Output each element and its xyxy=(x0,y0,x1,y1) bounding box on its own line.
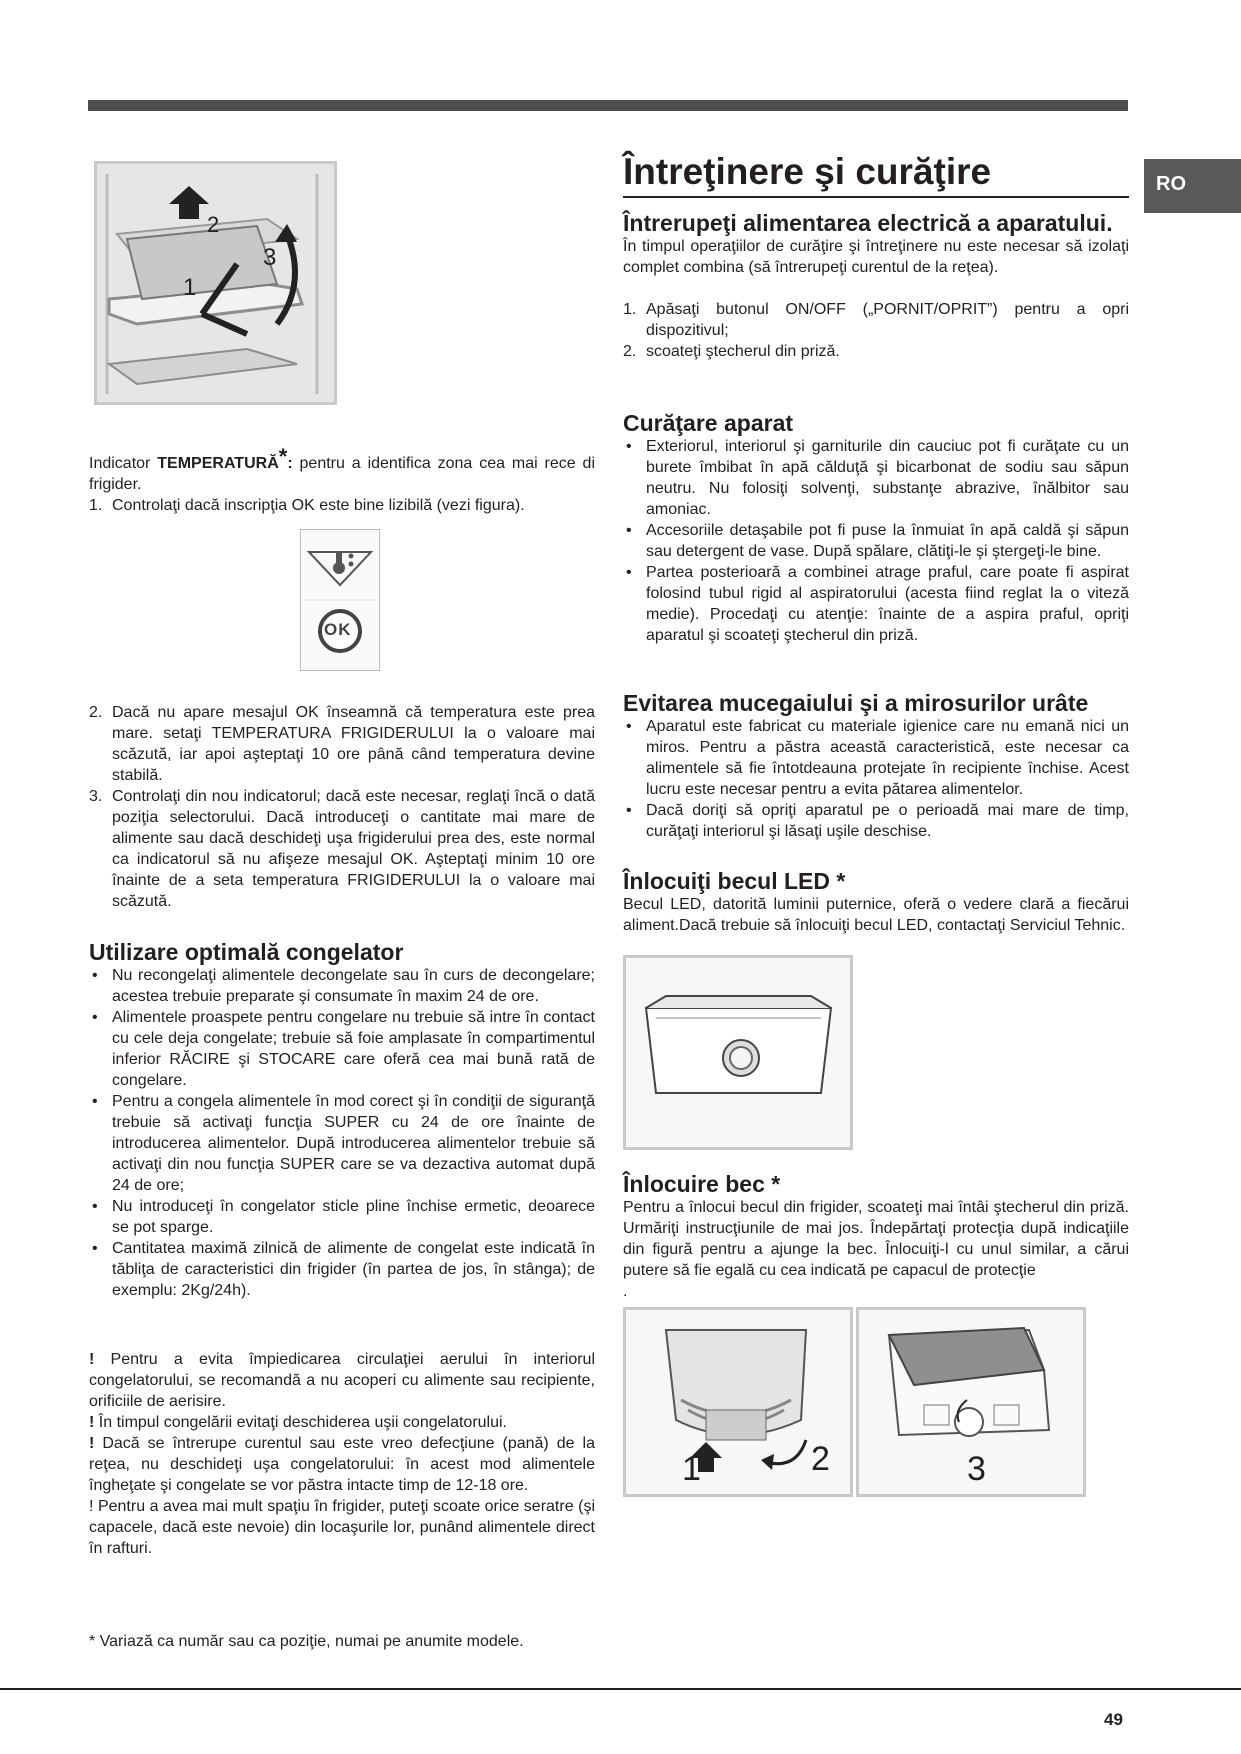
cleaning-title: Curăţare aparat xyxy=(623,410,794,436)
bulb-label-3: 3 xyxy=(967,1450,986,1488)
freezer-bullet: • Nu introduceţi în congelator sticle pline închise ermetic, deoarece se pot sparge. xyxy=(89,1196,595,1238)
fig1-label-1: 1 xyxy=(183,274,197,301)
note-airflow: ! Pentru a evita împiedicarea circulaţiei aerului în interiorul congelatorului, se recomandă a nu acoperi cu alimente sau recipiente, orificiile de aerisire. xyxy=(89,1351,595,1410)
mould-section xyxy=(623,691,1129,842)
fig1-label-2: 2 xyxy=(207,212,220,237)
freezer-bullet: • Alimentele proaspete pentru congelare nu trebuie să intre în contact cu cele deja congelate; trebuie să foie amplasate în compartimentul inferior RĂCIRE şi STOCARE care oferă cea mai bună rată de congelare. xyxy=(89,1007,595,1091)
led-lamp-illustration xyxy=(626,958,850,1147)
language-tab: RO xyxy=(1144,159,1241,213)
led-text: Becul LED, datorită luminii puternice, oferă o vedere clară a fiecărui aliment.Dacă trebuie să înlocuiţi becul LED, contactaţi Serviciul Tehnic. xyxy=(623,896,1129,934)
freezer-section xyxy=(89,940,595,1301)
mould-title: Evitarea mucegaiului şi a mirosurilor urâte xyxy=(623,690,1089,716)
bulb-label-1: 1 xyxy=(682,1450,701,1488)
fig1-label-3: 3 xyxy=(263,244,277,271)
indicator-step-2: 2. Dacă nu apare mesajul OK înseamnă că temperatura este prea mare. setaţi TEMPERATURA FRIGIDERULUI la o valoare mai scăzută, iar apoi aşteptaţi 10 ore până când temperatura devine stabilă. xyxy=(89,704,595,784)
power-off-section xyxy=(623,211,1129,362)
freezer-notes xyxy=(89,1349,595,1559)
note-door: ! În timpul congelării evitaţi deschiderea uşii congelatorului. xyxy=(89,1414,507,1431)
freezer-title: Utilizare optimală congelator xyxy=(89,939,404,965)
led-title: Înlocuiţi becul LED * xyxy=(623,868,846,894)
top-bar xyxy=(88,100,1128,111)
bottom-rule xyxy=(0,1688,1241,1690)
bulb-label-2: 2 xyxy=(811,1440,830,1478)
mould-bullet: • Aparatul este fabricat cu materiale igienice care nu emană nici un miros. Pentru a păstra această caracteristică, este necesar ca alimentele să fie întotdeauna protejate în recipiente închise. Acest lucru este necesar pentru a evita pătarea alimentelor. xyxy=(623,716,1129,800)
bulb-text-end: . xyxy=(623,1283,628,1300)
power-off-step-2: 2. scoateţi ştecherul din priză. xyxy=(623,343,840,360)
bulb-figure-2 xyxy=(856,1307,1086,1497)
led-figure xyxy=(623,955,853,1150)
thermometer-icon xyxy=(301,530,379,670)
note-power-failure: ! Dacă se întrerupe curentul sau este vreo defecţiune (pană) de la reţea, nu deschideţi uşa congelatorului: în acest mod alimentele îngheţate şi congelate se vor păstra intacte timp de 12-18 ore. xyxy=(89,1435,595,1494)
freezer-bullet: • Cantitatea maximă zilnică de alimente de congelat este indicată în tăbliţa de caracteristici din frigider (în partea de jos, în stânga); de exemplu: 2Kg/24h). xyxy=(89,1238,595,1301)
power-off-text: În timpul operaţiilor de curăţire şi întreţinere nu este necesar să izolaţi complet combina (să întrerupeţi curentul de la reţea). xyxy=(623,238,1129,276)
cleaning-bullet: • Accesoriile detaşabile pot fi puse la înmuiat în apă caldă şi săpun sau detergent de vase. După spălare, clătiţi-le şi ştergeţi-le bine. xyxy=(623,520,1129,562)
cleaning-bullet: • Exteriorul, interiorul şi garniturile din cauciuc pot fi curăţate cu un burete îmbibat în apă călduţă şi bicarbonat de sodiu sau săpun neutru. Nu folosiţi solvenţi, substanţe abrazive, înălbitor sau amoniac. xyxy=(623,436,1129,520)
bulb-figure-1 xyxy=(623,1307,853,1497)
freezer-bullet: • Pentru a congela alimentele în mod corect şi în condiţii de siguranţă trebuie să activaţi funcţia SUPER cu 24 de ore înainte de introducerea alimentelor. După introducerea alimentelor trebuie să activaţi din nou funcţia SUPER care se va dezactiva automat după 24 de ore; xyxy=(89,1091,595,1196)
title-underline xyxy=(623,196,1129,198)
cleaning-bullet: • Partea posterioară a combinei atrage praful, care poate fi aspirat folosind tubul rigid al aspiratorului (acesta fiind reglat la o viteză medie). Procedaţi cu atenţie: înainte de a aspira praful, opriţi aparatul şi scoateţi ştecherul din priză. xyxy=(623,562,1129,646)
ok-indicator-figure xyxy=(300,529,380,671)
indicator-paragraph: Indicator TEMPERATURĂ*: pentru a identifica zona cea mai rece di frigider. xyxy=(89,444,596,493)
page-number: 49 xyxy=(1104,1710,1123,1729)
mould-bullet: • Dacă doriţi să opriţi aparatul pe o perioadă mai mare de timp, curăţaţi interiorul şi lăsaţi uşile deschise. xyxy=(623,800,1129,842)
led-section xyxy=(623,869,1129,936)
freezer-bullet: • Nu recongelaţi alimentele decongelate sau în curs de decongelare; acestea trebuie preparate şi consumate în maxim 24 de ore. xyxy=(89,965,595,1007)
bulb-section xyxy=(623,1172,1129,1302)
footnote: * Variază ca număr sau ca poziţie, numai pe anumite modele. xyxy=(89,1633,524,1650)
shelf-removal-figure xyxy=(94,161,337,405)
power-off-title: Întrerupeţi alimentarea electrică a aparatului. xyxy=(623,210,1113,236)
bulb-text: Pentru a înlocui becul din frigider, scoateţi mai întâi ştecherul din priză. Urmăriţi instrucţiunile de mai jos. Îndepărtaţi protecţia după indicaţiile din figură pentru a ajunge la bec. Înlocuiţi-l cu unul similar, a cărui putere să fie egală cu cea indicată pe capacul de protecţie xyxy=(623,1199,1129,1279)
left-column-steps xyxy=(89,702,595,912)
page-title: Întreţinere şi curăţire xyxy=(623,151,992,192)
indicator-step-3: 3. Controlaţi din nou indicatorul; dacă este necesar, reglaţi încă o dată poziţia selectorului. Dacă introduceţi o cantitate mai mare de alimente sau dacă deschideţi uşa frigiderului prea des, este normal ca indicatorul să nu afişeze mesajul OK. Aşteptaţi minim 10 ore înainte de a seta temperatura FRIGIDERULUI la o valoare mai scăzută. xyxy=(89,788,595,910)
note-space: ! Pentru a avea mai mult spaţiu în frigider, puteţi scoate orice seratre (şi capacele, dacă este nevoie) din locaşurile lor, punând alimentele direct în rafturi. xyxy=(89,1498,595,1557)
left-column-top xyxy=(89,446,595,516)
cleaning-section xyxy=(623,411,1129,646)
ok-label: OK xyxy=(324,620,352,639)
indicator-step-1: 1. Controlaţi dacă inscripţia OK este bine lizibilă (vezi figura). xyxy=(89,497,525,514)
bulb-title: Înlocuire bec * xyxy=(623,1171,781,1197)
shelf-illustration xyxy=(97,164,334,402)
power-off-step-1: 1. Apăsaţi butonul ON/OFF („PORNIT/OPRIT”) pentru a opri dispozitivul; xyxy=(623,301,1129,339)
